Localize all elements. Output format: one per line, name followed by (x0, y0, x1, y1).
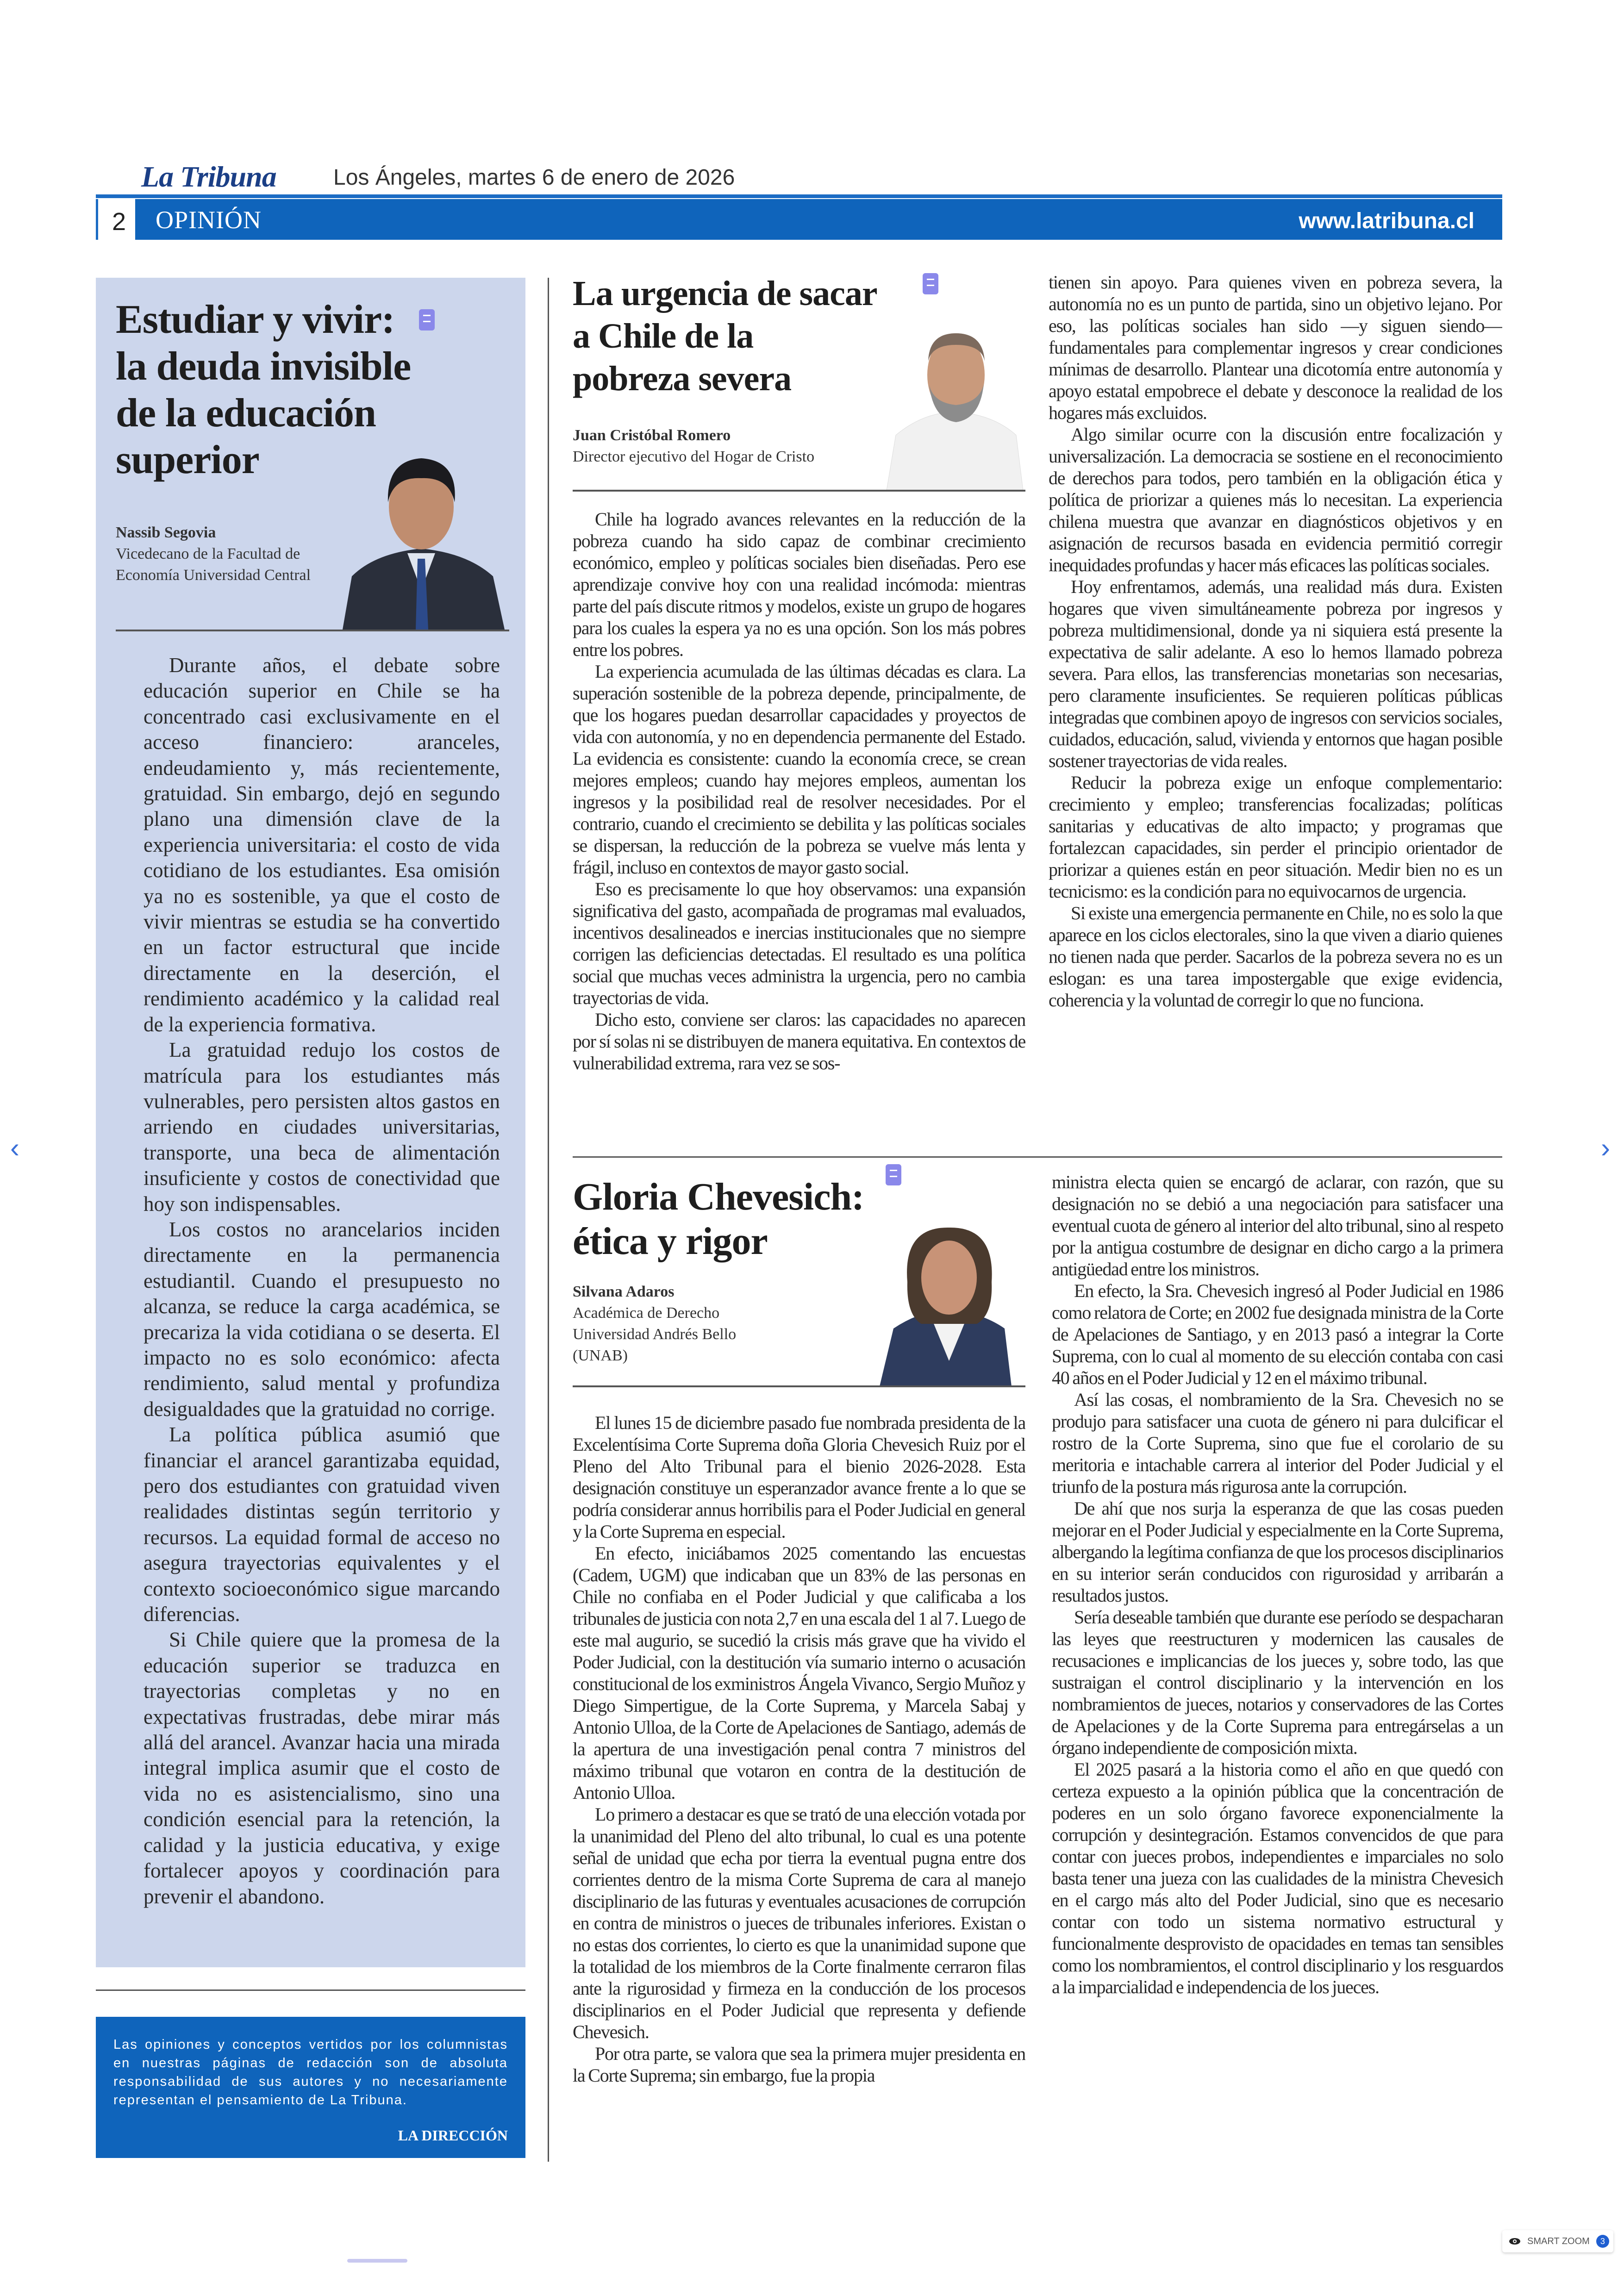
article-paragraph: El 2025 pasará a la historia como el año en que quedó con certeza expuesto a la opinión pública que la concentración de poderes en un solo órgano favorece exponencialmente la corrupción y desintegración. Estamos convencidos de que para contar con jueces probos, independientes e imparciales no solo basta tener una jueza con las cualidades de la ministra Chevesich en el cargo más alto del Poder Judicial, sino que es necesario contar con todo un sistema normativo estructural y funcionalmente desprovisto de opacidades en temas tan sensibles como los nombramientos, el control disciplinario y los resguardos a la imparcialidad e independencia de los jueces. (1052, 1759, 1503, 1997)
author-role: Director ejecutivo del Hogar de Cristo (573, 448, 815, 465)
author-photo-adaros (870, 1222, 1023, 1386)
section-bar (135, 199, 1502, 240)
author-role: Vicedecano de la Facultad de Economía Universidad Central (116, 545, 311, 584)
article-paragraph: El lunes 15 de diciembre pasado fue nombrada presidenta de la Excelentísima Corte Suprema doña Gloria Chevesich Ruiz por el Pleno del Alto Tribunal para el bienio 2026-2028. Esta designación constituye un esperanzador avance frente a lo que se podría considerar annus horribilis para el Poder Judicial en general y la Corte Suprema en especial. (573, 1412, 1025, 1542)
article-paragraph: Eso es precisamente lo que hoy observamos: una expansión significativa del gasto, acompañada de programas mal evaluados, incentivos desalineados e inercias institucionales que no siempre corrigen las deficiencias detectadas. El resultado es una política social que muchas veces administra la urgencia, pero no cambia trayectorias de vida. (573, 879, 1025, 1008)
education-author-block (116, 522, 324, 586)
title-line: Estudiar y vivir: (116, 297, 395, 342)
article-divider (573, 1156, 1502, 1158)
title-line: Gloria Chevesich: (573, 1175, 864, 1218)
page-number: 2 (96, 199, 134, 240)
poverty-article-title (573, 272, 877, 400)
article-paragraph: Chile ha logrado avances relevantes en la reducción de la pobreza cuando ha sido capaz de combinar crecimiento económico, empleo y políticas sociales bien diseñadas. Pero ese aprendizaje convive hoy con una realidad incómoda: mientras parte del país discute ritmos y modelos, existe un grupo de hogares para los cuales la espera ya no es una opción. Son los más pobres entre los pobres. (573, 509, 1025, 660)
chevesich-article-body-col1 (573, 1412, 1025, 2164)
article-paragraph: Durante años, el debate sobre educación superior en Chile se ha concentrado casi exclusivamente en el acceso financiero: aranceles, endeudamiento y, más recientemente, gratuidad. Sin embargo, dejó en segundo plano una dimensión clave de la experiencia universitaria: el costo de vida cotidiano de los estudiantes. Esa omisión ya no es sostenible, ya que el costo de vivir mientras se estudia se ha convertido en un factor estructural que incide directamente en la deserción, el rendimiento académico y la calidad real de la experiencia formativa. (144, 654, 500, 1036)
title-line: ética y rigor (573, 1220, 768, 1263)
title-line: a Chile de la (573, 317, 754, 355)
article-paragraph: Dicho esto, conviene ser claros: las capacidades no aparecen por sí solas ni se distribuyen de manera equitativa. En contextos de vulnerabilidad extrema, rara vez se sos- (573, 1009, 1025, 1073)
author-divider (573, 1385, 1025, 1387)
chevesich-article-body-col2 (1052, 1171, 1503, 2164)
author-name: Nassib Segovia (116, 524, 216, 541)
article-paragraph: Algo similar ocurre con la discusión entre focalización y universalización. La democracia se sostiene en el reconocimiento de derechos para todos, pero también en la obligación ética y política de priorizar a quienes más lo necesitan. La experiencia chilena muestra que avanzar en diagnósticos objetivos y en asignación de recursos basada en evidencia permitió corregir inequidades profundas y hacer más eficaces las políticas sociales. (1049, 424, 1502, 575)
article-paragraph: Hoy enfrentamos, además, una realidad más dura. Existen hogares que viven simultáneamente pobreza por ingresos y pobreza multidimensional, donde ya ni siquiera está presente la expectativa de salir adelante. A eso lo hemos llamado pobreza severa. Para ellos, las transferencias monetarias son necesarias, pero claramente insuficientes. Se requieren políticas públicas integradas que combinen apoyo de ingresos con servicios sociales, cuidados, educación, salud, vivienda y entornos que hagan posible sostener trayectorias de vida reales. (1049, 576, 1502, 771)
article-paragraph: Si Chile quiere que la promesa de la educación superior se traduzca en trayectorias completas y no en expectativas frustradas, debe mirar más allá del arancel. Avanzar hacia una mirada integral implica asumir que el costo de vida no es asistencialismo, sino una condición esencial para la retención, la calidad y la justicia educativa, y exige fortalecer apoyos y coordinación para prevenir el abandono. (144, 1628, 500, 1908)
author-name: Juan Cristóbal Romero (573, 427, 731, 444)
chevron-left-icon[interactable]: ‹ (10, 1132, 19, 1163)
title-line: la deuda invisible (116, 344, 411, 389)
poverty-article-body-col1 (573, 508, 1025, 1131)
poverty-article-body-col2 (1049, 271, 1502, 1131)
article-paragraph: En efecto, la Sra. Chevesich ingresó al Poder Judicial en 1986 como relatora de Corte; en 2002 fue designada ministra de la Corte de Apelaciones de Santiago, y en 2013 pasó a integrar la Corte Suprema, con lo cual al momento de su elección contaba con casi 40 años en el Poder Judicial y 12 en el máximo tribunal. (1052, 1280, 1503, 1388)
title-line: de la educación (116, 391, 376, 436)
article-paragraph: Lo primero a destacar es que se trató de una elección votada por la unanimidad del Pleno del alto tribunal, lo cual es una potente señal de unidad que echa por tierra la eventual pugna entre dos corrientes dentro de la misma Corte Suprema de cara al manejo disciplinario de las futuras y eventuales acusaciones de corrupción en contra de ministros o jueces de tribunales inferiores. Existan o no estas dos corrientes, lo cierto es que la unanimidad supone que la totalidad de los miembros de la Corte finalmente cerraron filas ante la rigurosidad y firmeza en la conducción de los procesos disciplinarios en el Poder Judicial que representa y defiende Chevesich. (573, 1804, 1025, 2042)
chevron-right-icon[interactable]: › (1601, 1132, 1610, 1163)
article-paragraph: La política pública asumió que financiar el arancel garantizaba equidad, pero dos estudiantes con gratuidad viven realidades distintas según territorio y recursos. La equidad formal de acceso no asegura trayectorias equivalentes y el contexto socioeconómico sigue marcando diferencias. (144, 1423, 500, 1626)
chevesich-article-title (573, 1175, 864, 1264)
poverty-author-block (573, 425, 860, 468)
title-line: pobreza severa (573, 359, 792, 398)
editorial-disclaimer (96, 2017, 525, 2158)
author-name: Silvana Adaros (573, 1283, 675, 1300)
disclaimer-signature: LA DIRECCIÓN (398, 2127, 508, 2144)
article-paragraph: Reducir la pobreza exige un enfoque complementario: crecimiento y empleo; transferencias focalizadas; políticas sanitarias y educativas de alto impacto; y programas que fortalezcan capacidades, sin perder el principio orientador de priorizar a quienes están en peor situación. Medir bien no es un tecnicismo: es la condición para no equivocarnos de urgencia. (1049, 772, 1502, 902)
horizontal-scrollbar-thumb[interactable] (347, 2259, 407, 2263)
newspaper-logo: La Tribuna (141, 160, 276, 193)
article-paragraph: En efecto, iniciábamos 2025 comentando las encuestas (Cadem, UGM) que indicaban que un 83% de las personas en Chile no confiaba en el Poder Judicial y que calificaba a los tribunales de justicia con nota 2,7 en una escala del 1 al 7. Luego de este mal augurio, se sucedió la crisis más grave que ha vivido el Poder Judicial, con la destitución vía sumario interno o acusación constitucional de los exministros Ángela Vivanco, Sergio Muñoz y Diego Simpertigue, de la Corte Suprema, y Marcela Sabaj y Antonio Ulloa, de la Corte de Apelaciones de Santiago, además de la apertura de una investigación penal contra 7 ministros del máximo tribunal que votaron en contra de la destitución de Antonio Ulloa. (573, 1543, 1025, 1803)
comment-marker-icon[interactable] (923, 273, 938, 294)
divider (96, 1989, 525, 1991)
column-divider (548, 278, 549, 2162)
chevesich-author-block (573, 1281, 767, 1366)
website-url[interactable]: www.latribuna.cl (1299, 209, 1474, 233)
edition-date: Los Ángeles, martes 6 de enero de 2026 (333, 165, 735, 190)
comment-marker-icon[interactable] (886, 1164, 901, 1185)
title-line: La urgencia de sacar (573, 274, 877, 313)
article-paragraph: Así las cosas, el nombramiento de la Sra. Chevesich no se produjo para satisfacer una cuota de género ni para dulcificar el rostro de la Corte Suprema, sino que fue el corolario de su meritoria e intachable carrera al interior del Poder Judicial y el triunfo de la postura más rigurosa ante la corrupción. (1052, 1389, 1503, 1497)
author-divider (573, 490, 1025, 492)
title-line: superior (116, 437, 259, 482)
author-photo-romero (877, 319, 1025, 491)
author-role: Académica de Derecho Universidad Andrés Bello (UNAB) (573, 1304, 737, 1364)
article-paragraph: La gratuidad redujo los costos de matrícula para los estudiantes más vulnerables, pero persisten altos gastos en arriendo en ciudades universitarias, transporte, una beca de alimentación insuficiente y costos de conectividad que hoy son indispensables. (144, 1038, 500, 1216)
section-title: OPINIÓN (156, 206, 262, 234)
author-photo-segovia (333, 437, 509, 630)
smart-zoom-label: SMART ZOOM (1527, 2236, 1590, 2246)
article-paragraph: Por otra parte, se valora que sea la primera mujer presidenta en la Corte Suprema; sin embargo, fue la propia (573, 2043, 1025, 2086)
article-paragraph: Sería deseable también que durante ese período se despacharan las leyes que reestructuren y modernicen las causales de recusaciones e implicancias de los jueces y, sobre todo, las que sustraigan el control disciplinario y la intervención en los nombramientos de jueces, notarios y conservadores de las Cortes de Apelaciones y de la Corte Suprema para entregárselas a un órgano independiente de composición mixta. (1052, 1607, 1503, 1758)
eye-icon (1509, 2238, 1521, 2245)
article-paragraph: Los costos no arancelarios inciden directamente en la permanencia estudiantil. Cuando el presupuesto no alcanza, se reduce la carga académica, se precariza la vida cotidiana o se deserta. El impacto no es solo económico: afecta rendimiento, salud mental y profundiza desigualdades que la gratuidad no corrige. (144, 1217, 500, 1421)
comment-marker-icon[interactable] (419, 309, 435, 331)
article-paragraph: Si existe una emergencia permanente en Chile, no es solo la que aparece en los ciclos electorales, sino la que viven a diario quienes no tienen nada que perder. Sacarlos de la pobreza severa no es un eslogan: es una tarea impostergable que exige evidencia, coherencia y la voluntad de corregir lo que no funciona. (1049, 903, 1502, 1010)
article-paragraph: De ahí que nos surja la esperanza de que las cosas pueden mejorar en el Poder Judicial y especialmente en la Corte Suprema, albergando la legítima confianza de que los procesos disciplinarios en su interior serán conducidos con rigurosidad y arribarán a resultados justos. (1052, 1498, 1503, 1606)
article-paragraph: ministra electa quien se encargó de aclarar, con razón, que su designación no se debió a una negociación para satisfacer una eventual cuota de género al interior del alto tribunal, sino al respeto por la antigua costumbre de designar en dicho cargo a la primera antigüedad entre los ministros. (1052, 1172, 1503, 1279)
article-paragraph: tienen sin apoyo. Para quienes viven en pobreza severa, la autonomía no es un punto de partida, sino un objetivo lejano. Por eso, las políticas sociales han sido —y siguen siendo— fundamentales para complementar ingresos y crear condiciones mínimas de desarrollo. Plantear una dicotomía entre autonomía y apoyo estatal empobrece el debate y desconoce la realidad de los hogares más excluidos. (1049, 272, 1502, 423)
education-article-body (144, 653, 500, 1909)
disclaimer-text: Las opiniones y conceptos vertidos por los columnistas en nuestras páginas de redacción son de absoluta responsabilidad de sus autores y no necesariamente representan el pensamiento de La Tribuna. (113, 2037, 508, 2108)
author-divider (116, 630, 509, 631)
header-rule (96, 194, 1502, 198)
smart-zoom-count-badge: 3 (1596, 2235, 1609, 2248)
smart-zoom-button[interactable] (1502, 2230, 1613, 2252)
article-paragraph: La experiencia acumulada de las últimas décadas es clara. La superación sostenible de la pobreza depende, principalmente, de que los hogares puedan desarrollar capacidades y proyectos de vida con autonomía, y no en dependencia permanente del Estado. La evidencia es consistente: cuando la economía crece, se crean mejores empleos; cuando hay mejores empleos, aumentan los ingresos y la posibilidad real de resolver necesidades. Por el contrario, cuando el crecimiento se debilita y las políticas sociales se dispersan, la reducción de la pobreza se vuelve más lenta y frágil, incluso en contextos de mayor gasto social. (573, 661, 1025, 878)
